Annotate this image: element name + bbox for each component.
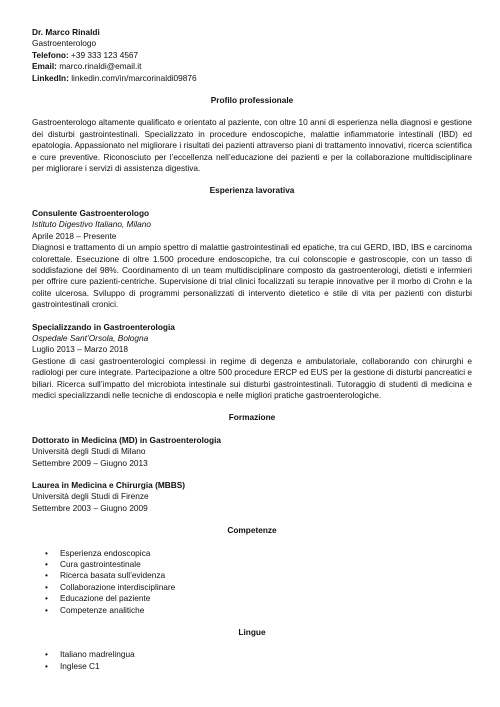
school-name: Università degli Studi di Firenze — [32, 491, 149, 502]
school-name: Università degli Studi di Milano — [32, 446, 146, 457]
job-dates: Aprile 2018 – Presente — [32, 230, 117, 241]
job-entry — [32, 208, 472, 311]
languages-heading: Lingue — [238, 627, 266, 638]
candidate-name: Dr. Marco Rinaldi — [32, 27, 100, 37]
phone-line — [32, 50, 472, 61]
list-item: • Italiano madrelingua — [32, 649, 472, 660]
list-item: • Ricerca basata sull’evidenza — [32, 570, 472, 581]
skills-heading: Competenze — [227, 525, 277, 536]
job-title: Specializzando in Gastroenterologia — [32, 321, 175, 332]
list-item: • Collaborazione interdisciplinare — [32, 582, 472, 593]
education-dates: Settembre 2003 – Giugno 2009 — [32, 502, 148, 513]
list-item: • Cura gastrointestinale — [32, 559, 472, 570]
skills-list — [32, 548, 472, 616]
linkedin-value: linkedin.com/in/marcorinaldi09876 — [71, 72, 197, 83]
education-entry — [32, 435, 472, 469]
linkedin-label: LinkedIn: — [32, 72, 69, 83]
experience-heading: Esperienza lavorativa — [209, 185, 295, 196]
email-line — [32, 61, 472, 72]
list-item: • Esperienza endoscopica — [32, 548, 472, 559]
list-item: • Inglese C1 — [32, 661, 472, 672]
profile-heading: Profilo professionale — [210, 95, 294, 106]
education-heading: Formazione — [228, 412, 276, 423]
email-value: marco.rinaldi@email.it — [59, 61, 142, 72]
languages-list — [32, 649, 472, 672]
education-entry — [32, 480, 472, 514]
contact-block — [32, 27, 472, 84]
job-description: Gestione di casi gastroenterologici complessi in regime di degenza e ambulatoriale, collaborando con chirurghi e radiologi per cure integrate. Partecipazione a oltre 500 procedure ERCP ed EUS per la gestione di disturbi pancreatici e biliari. Ricerca sull’impatto del microbiota intestinale sui disturbi gastrointestinali. Tutoraggio di studenti di medicina e medici specializzandi nelle tecniche di endoscopia e nelle migliori pratiche gastroenterologiche. — [32, 355, 472, 400]
candidate-title: Gastroenterologo — [32, 38, 97, 49]
job-entry — [32, 322, 472, 402]
phone-label: Telefono: — [32, 49, 69, 60]
job-dates: Luglio 2013 – Marzo 2018 — [32, 344, 128, 355]
degree-title: Dottorato in Medicina (MD) in Gastroenterologia — [32, 434, 221, 445]
linkedin-line — [32, 73, 472, 84]
list-item: • Competenze analitiche — [32, 605, 472, 616]
list-item: • Educazione del paziente — [32, 593, 472, 604]
job-title: Consulente Gastroenterologo — [32, 207, 150, 218]
job-description: Diagnosi e trattamento di un ampio spettro di malattie gastrointestinali ed epatiche, tra cui GERD, IBD, IBS e carcinoma colorettale. Esecuzione di oltre 1.500 procedure endoscopiche, tra cui colonscopie e gastroscopie, con un tasso di soddisfazione del 98%. Coordinamento di un team multidisciplinare composto da gastroenterologi, dietisti e infermieri per offrire cure pazienti-centriche. Supervisione di trial clinici focalizzati su terapie innovative per il morbo di Crohn e la colite ulcerosa. Sviluppo di programmi personalizzati di intervento dietetico e stile di vita per pazienti con disturbi gastrointestinali cronici. — [32, 242, 472, 310]
email-label: Email: — [32, 61, 57, 72]
profile-text: Gastroenterologo altamente qualificato e orientato al paziente, con oltre 10 anni di esperienza nella diagnosi e gestione dei disturbi gastrointestinali. Specializzato in procedure endoscopiche, malattie infiammatorie intestinali (IBD) ed epatologia. Appassionato nel migliorare i risultati dei pazienti attraverso piani di trattamento innovativi, ricerca scientifica e cure preventive. Riconosciuto per l’eccellenza nell’educazione dei pazienti e per la collaborazione multidisciplinare per migliorare i servizi di assistenza digestiva. — [32, 117, 472, 174]
job-organization: Istituto Digestivo Italiano, Milano — [32, 219, 151, 230]
degree-title: Laurea in Medicina e Chirurgia (MBBS) — [32, 480, 186, 490]
education-dates: Settembre 2009 – Giugno 2013 — [32, 457, 148, 468]
phone-value: +39 333 123 4567 — [71, 49, 139, 60]
job-organization: Ospedale Sant’Orsola, Bologna — [32, 332, 149, 343]
